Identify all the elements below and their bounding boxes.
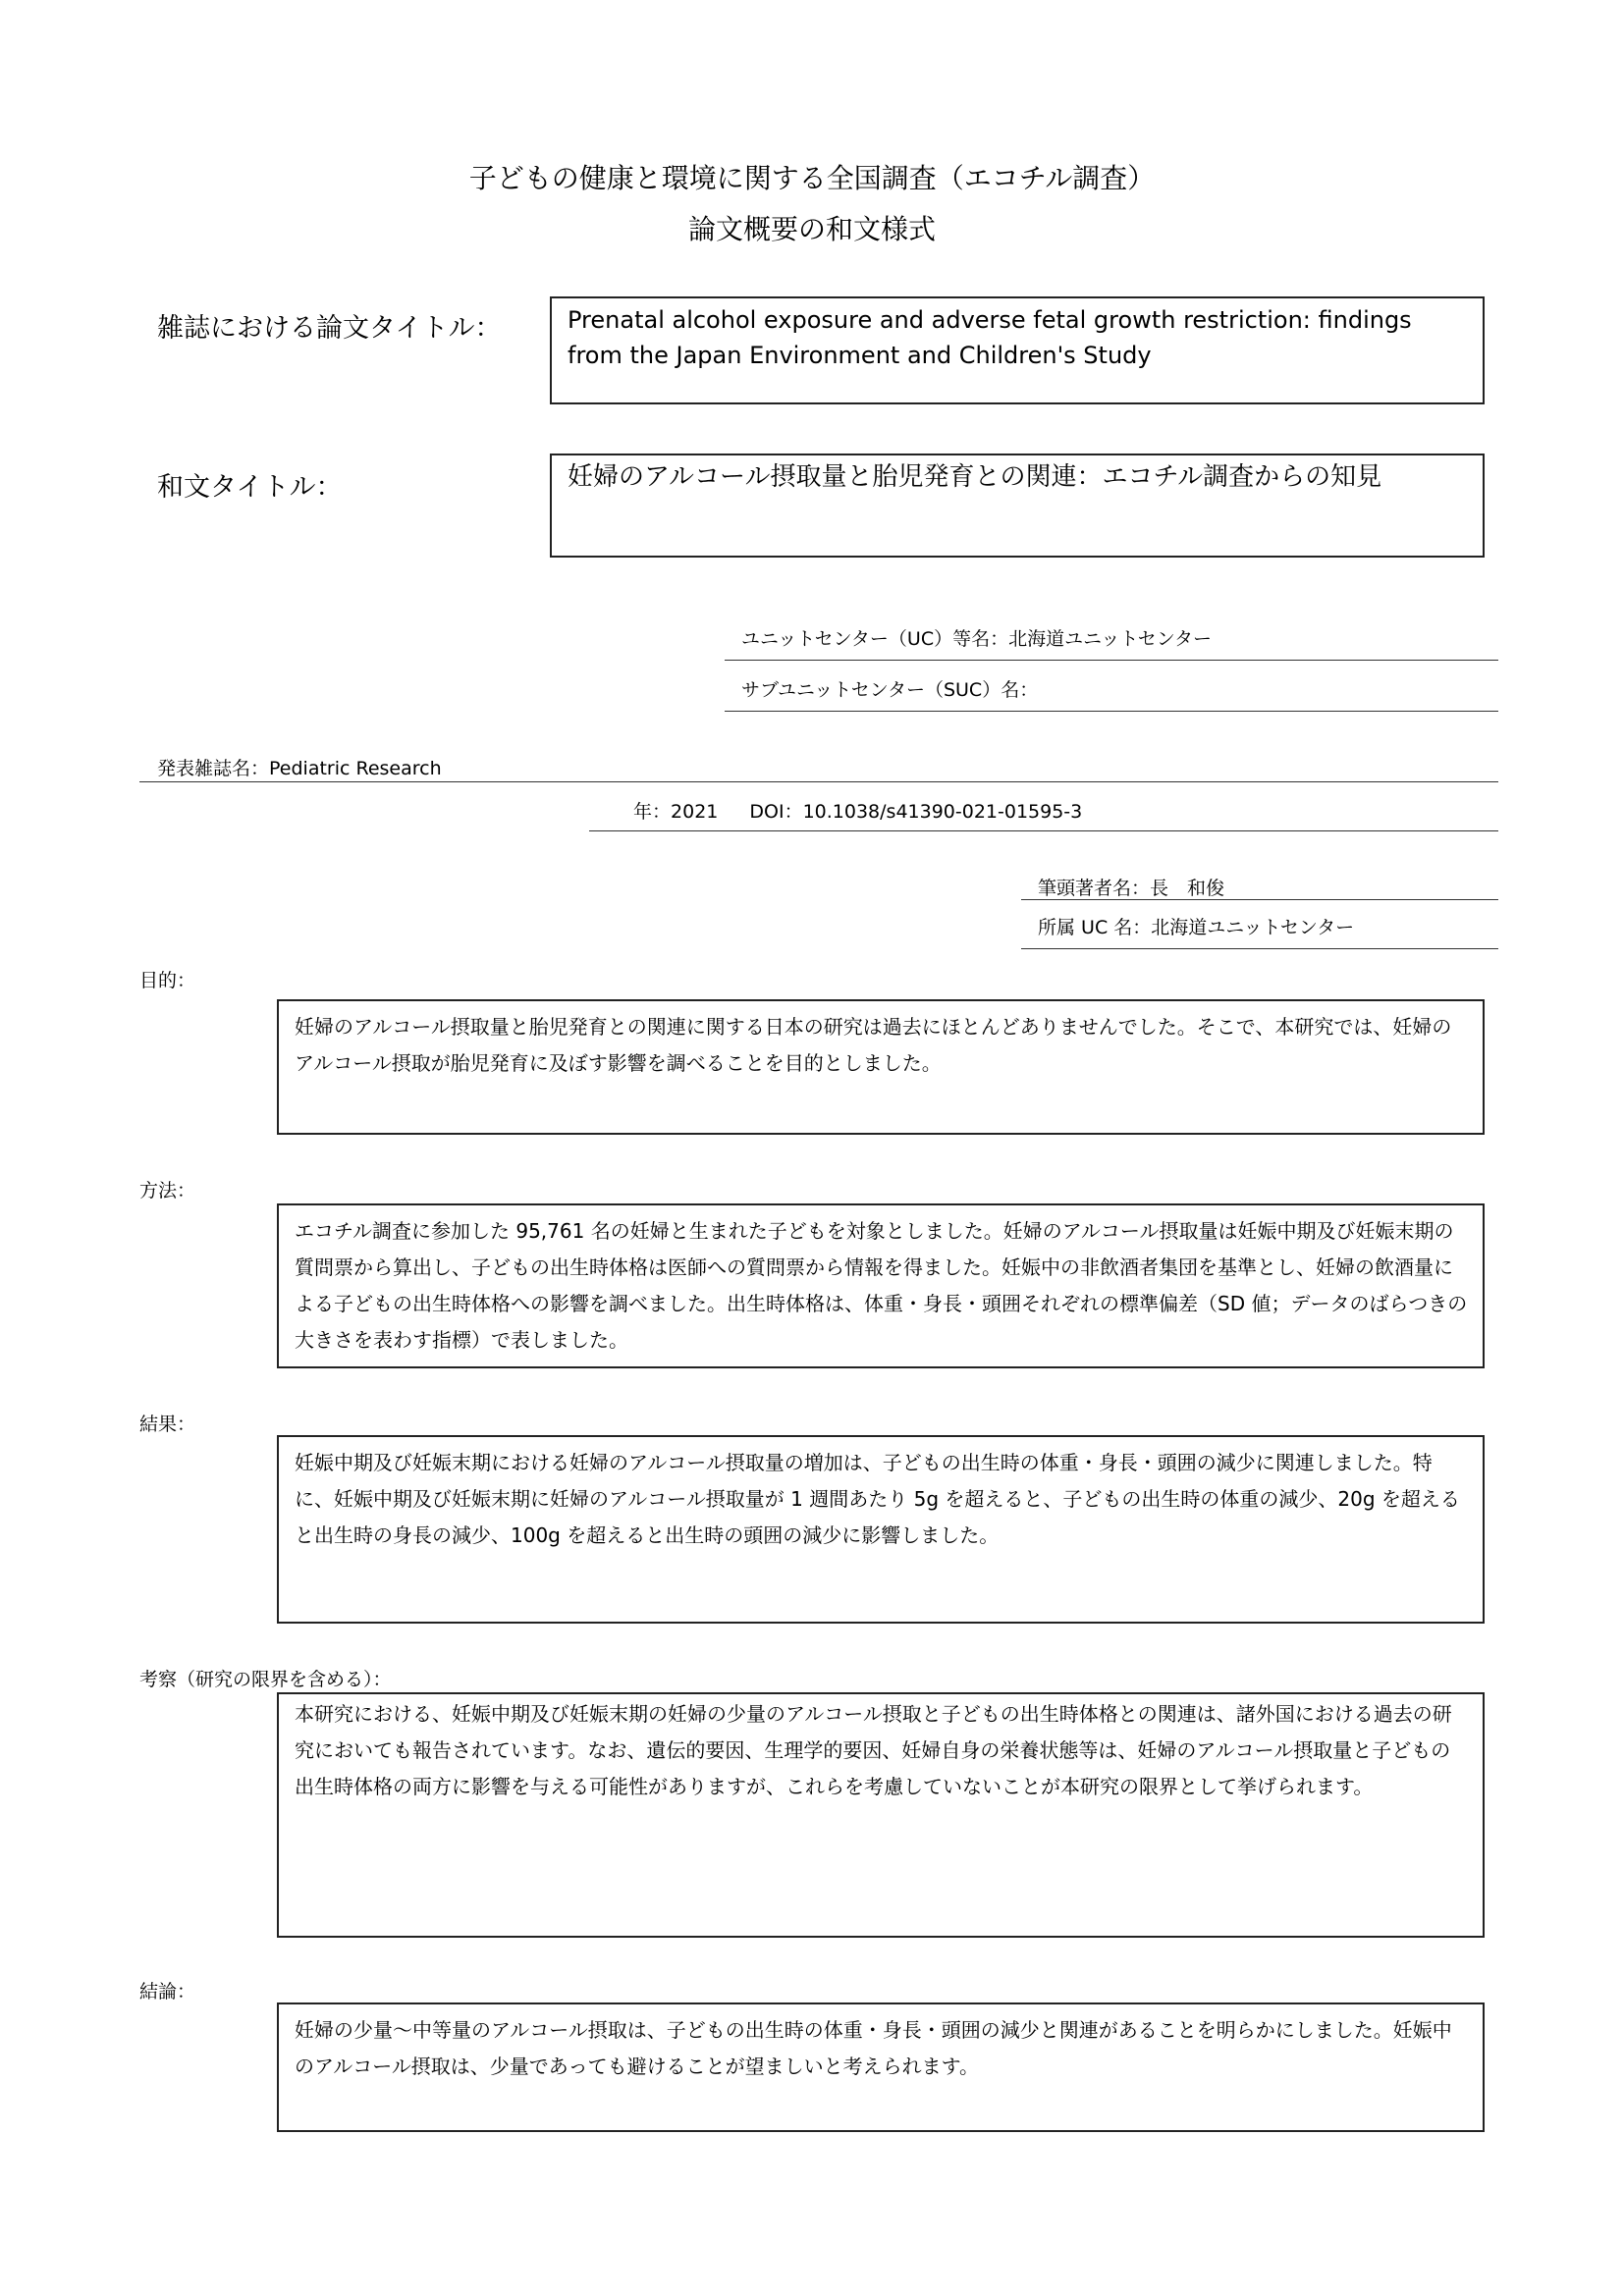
journal-name-label: 発表雑誌名：	[157, 758, 270, 779]
conclusion-label: 結論：	[139, 1981, 196, 2002]
first-author-label: 筆頭著者名：	[1038, 878, 1151, 899]
journal-title-box	[550, 296, 1485, 404]
unit-center-value: 北海道ユニットセンター	[1008, 628, 1213, 650]
form-title: 子どもの健康と環境に関する全国調査（エコチル調査）	[468, 162, 1156, 194]
method-box	[277, 1203, 1485, 1368]
journal-title-value: Prenatal alcohol exposure and adverse fetal growth restriction: findings from the Japan Environment and Children's Study	[568, 306, 1412, 369]
japanese-title-label: 和文タイトル：	[157, 472, 343, 503]
sub-unit-center-label: サブユニットセンター（SUC）名：	[741, 679, 1039, 701]
conclusion-box	[277, 2002, 1485, 2132]
discussion-box	[277, 1692, 1485, 1938]
year-label: 年：	[633, 801, 672, 823]
journal-name-value: Pediatric Research	[269, 758, 442, 779]
unit-center-underline	[725, 660, 1498, 661]
unit-center-label: ユニットセンター（UC）等名：	[741, 628, 1009, 650]
purpose-box	[277, 999, 1485, 1135]
japanese-title-value: 妊婦のアルコール摂取量と胎児発育との関連：エコチル調査からの知見	[568, 462, 1382, 492]
first-author-value: 長 和俊	[1150, 878, 1225, 899]
form-subtitle: 論文概要の和文様式	[687, 213, 936, 245]
journal-title-label: 雑誌における論文タイトル：	[157, 313, 502, 344]
year-doi-row	[633, 797, 1082, 824]
conclusion-text: 妊婦の少量～中等量のアルコール摂取は、子どもの出生時の体重・身長・頭囲の減少と関連があることを明らかにしました。妊娠中のアルコール摂取は、少量であっても避けることが望ましいと考えられます。	[295, 2018, 1452, 2078]
affiliation-row	[1038, 913, 1354, 939]
results-box	[277, 1435, 1485, 1624]
sub-unit-center-underline	[725, 711, 1498, 712]
first-author-row	[1038, 874, 1224, 900]
sub-unit-center-row	[741, 675, 1038, 702]
journal-name-underline	[139, 781, 1498, 782]
doi-value: 10.1038/s41390-021-01595-3	[802, 801, 1083, 823]
results-text: 妊娠中期及び妊娠末期における妊婦のアルコール摂取量の増加は、子どもの出生時の体重・身長・頭囲の減少に関連しました。特に、妊娠中期及び妊娠末期に妊婦のアルコール摂取量が 1 週間あたり 5g を超えると、子どもの出生時の体重の減少、20g を超えると出生時の身長の減少、100g を超えると出生時の頭囲の減少に影響しました。	[295, 1451, 1460, 1547]
affiliation-label: 所属 UC 名：	[1038, 917, 1152, 938]
results-label: 結果：	[139, 1414, 196, 1435]
year-value: 2021	[671, 801, 719, 823]
method-text: エコチル調査に参加した 95,761 名の妊婦と生まれた子どもを対象としました。妊婦のアルコール摂取量は妊娠中期及び妊娠末期の質問票から算出し、子どもの出生時体格は医師への質問票から情報を得ました。妊娠中の非飲酒者集団を基準とし、妊婦の飲酒量による子どもの出生時体格への影響を調べました。出生時体格は、体重・身長・頭囲それぞれの標準偏差（SD 値；データのばらつきの大きさを表わす指標）で表しました。	[295, 1219, 1468, 1352]
year-doi-underline	[589, 830, 1498, 831]
purpose-label: 目的：	[139, 970, 196, 991]
japanese-title-box	[550, 454, 1485, 558]
first-author-underline	[1021, 899, 1498, 900]
discussion-label: 考察（研究の限界を含める）：	[139, 1669, 392, 1690]
method-label: 方法：	[139, 1180, 196, 1201]
affiliation-underline	[1021, 948, 1498, 949]
discussion-text: 本研究における、妊娠中期及び妊娠末期の妊婦の少量のアルコール摂取と子どもの出生時体格との関連は、諸外国における過去の研究においても報告されています。なお、遺伝的要因、生理学的要因、妊婦自身の栄養状態等は、妊婦のアルコール摂取量と子どもの出生時体格の両方に影響を与える可能性がありますが、これらを考慮していないことが本研究の限界として挙げられます。	[295, 1702, 1452, 1798]
journal-name-row	[157, 754, 442, 780]
purpose-text: 妊婦のアルコール摂取量と胎児発育との関連に関する日本の研究は過去にほとんどありませんでした。そこで、本研究では、妊婦のアルコール摂取が胎児発育に及ぼす影響を調べることを目的としました。	[295, 1015, 1452, 1075]
unit-center-row	[741, 624, 1212, 651]
affiliation-value: 北海道ユニットセンター	[1151, 917, 1355, 938]
doi-label: DOI：	[749, 801, 803, 823]
